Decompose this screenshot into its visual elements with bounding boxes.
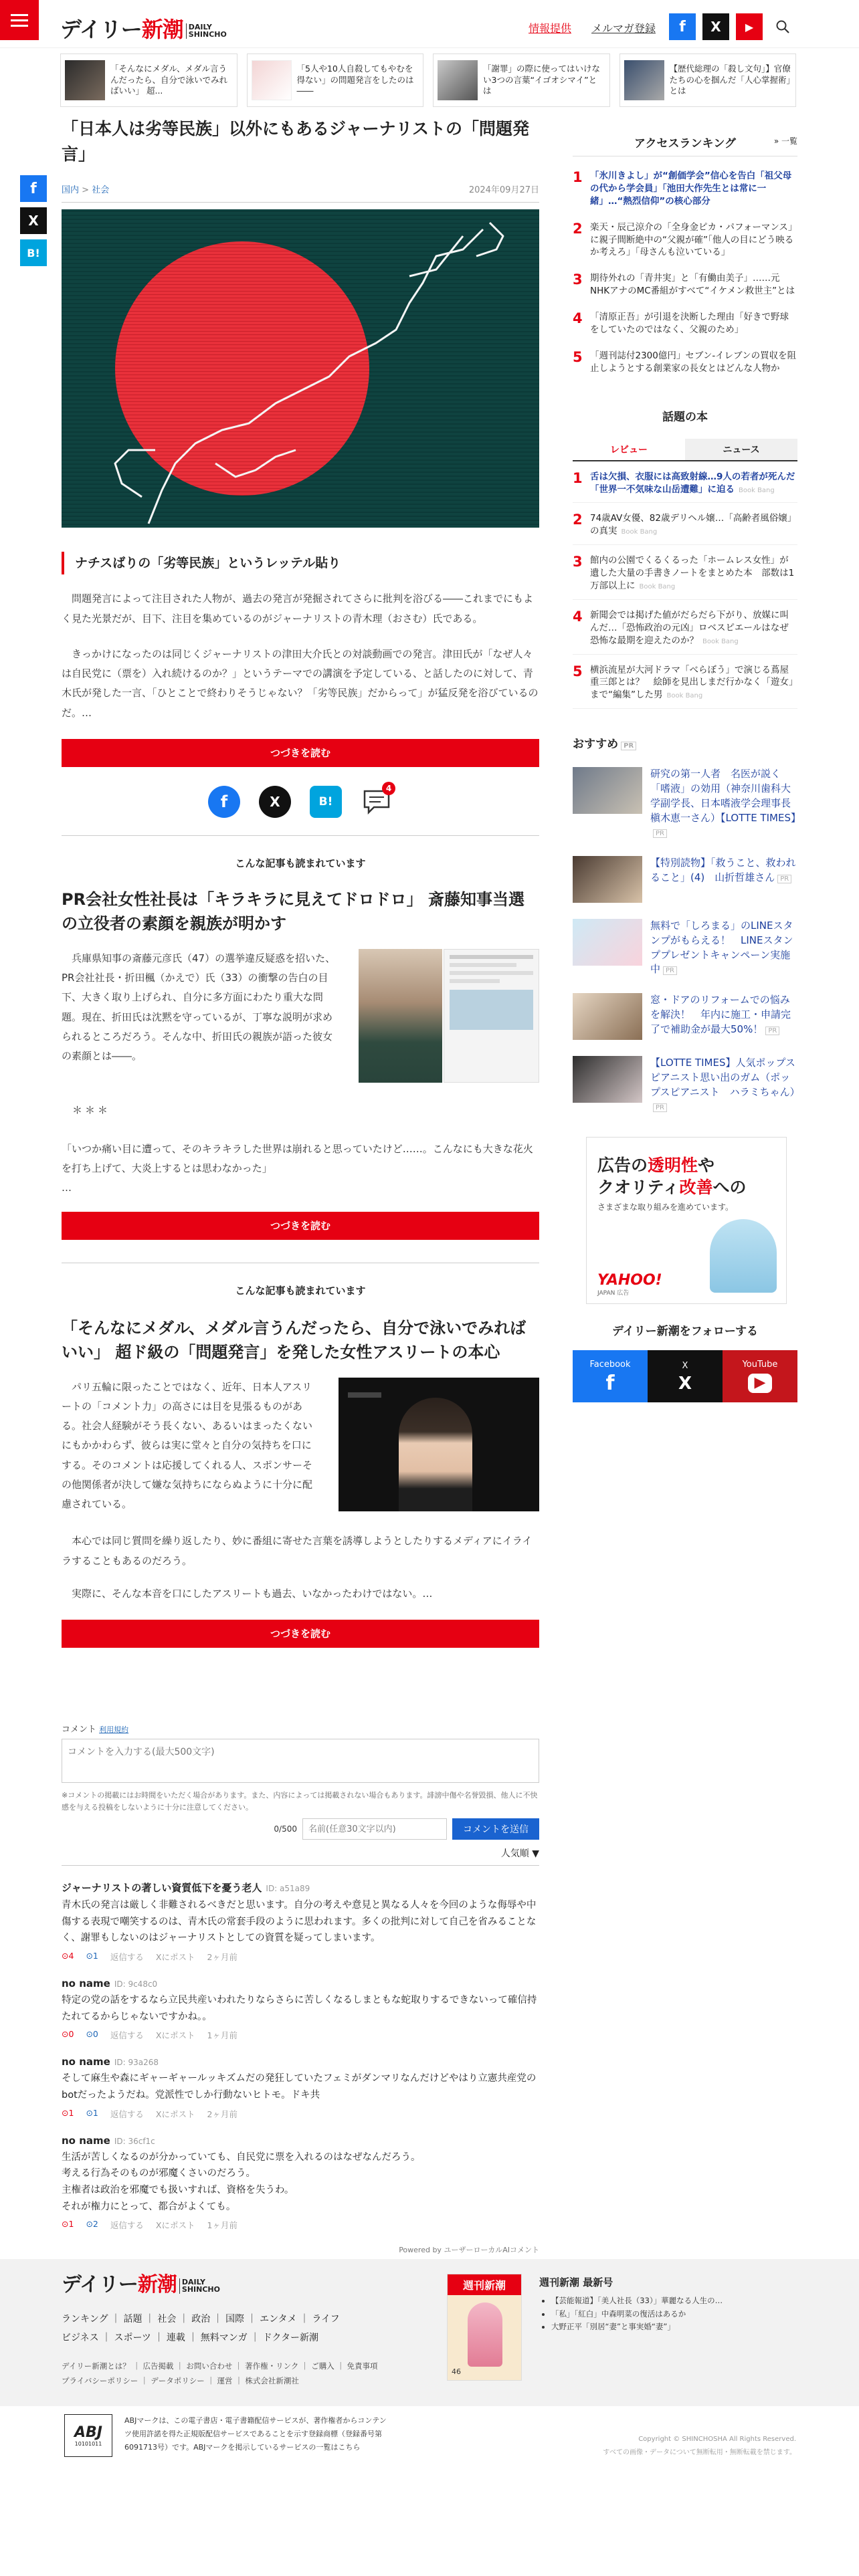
comment-author-id: ID: 9c48c0 xyxy=(114,1979,158,1990)
comment-meta xyxy=(62,2219,539,2231)
pickup-strip xyxy=(60,53,796,107)
footer-logo[interactable] xyxy=(62,2275,220,2295)
ad-text: や xyxy=(698,1156,715,1176)
article-paragraph: きっかけになったのは同じくジャーナリストの津田大介氏との対談動画での発言。津田氏が「なぜ人々は自民党に（票を）入れ続けるのか？」というテーマでの講演を予定している、と話したのに対して、青木氏が発した一言、「ひとことで終わりそうじゃない？「劣等民族」だからって」が猛反発を浴びているのだ。… xyxy=(62,647,539,719)
osusume-thumbnail xyxy=(573,1056,642,1103)
osusume-thumbnail xyxy=(573,767,642,814)
comment-item xyxy=(62,1881,539,1963)
breadcrumb xyxy=(62,183,539,203)
book-text xyxy=(590,609,797,647)
recommended-title[interactable]: PR会社女性社長は「キラキラに見えてドロドロ」 斎藤知事当選の立役者の素顔を親族が明かす xyxy=(62,889,524,933)
book-item[interactable] xyxy=(573,609,797,655)
sort-select[interactable]: 人気順 ▼ xyxy=(500,1848,539,1860)
osusume-item[interactable] xyxy=(573,1056,800,1114)
ranking-item[interactable] xyxy=(573,350,797,375)
comment-text: 生活が苦しくなるのが分かっていても、自民党に票を入れるのはなぜなんだろう。 考える行為そのものが邪魔くさいのだろう。 主権者は政治を邪魔でも扱いすれば、資格を失うわ。 それが権力にとって、都合がよくても。 xyxy=(62,2151,421,2212)
comments-powered: Powered by ユーザーローカルAIコメント xyxy=(399,2246,539,2255)
latest-issue-heading: 週刊新潮 最新号 xyxy=(539,2276,613,2288)
ad-banner[interactable] xyxy=(586,1137,787,1304)
ranking-list xyxy=(573,170,797,375)
read-more-button[interactable]: つづきを読む xyxy=(62,1620,539,1648)
osusume-text xyxy=(650,919,797,977)
footer-bottom xyxy=(0,2406,859,2576)
article-date: 2024年09月27日 xyxy=(468,185,539,195)
copyright: Copyright © SHINCHOSHA All Rights Reserved. xyxy=(638,2436,796,2443)
follow-heading: デイリー新潮をフォローする xyxy=(611,1325,759,1339)
rank-title: 「清原正吾」が引退を決断した理由「好きで野球をしていたのではなく、父親のため」 xyxy=(590,312,789,336)
book-source: Book Bang xyxy=(621,528,658,536)
pickup-item[interactable] xyxy=(60,53,237,107)
pickup-thumbnail xyxy=(252,60,292,100)
site-header xyxy=(0,0,859,48)
comment-author-name: no name xyxy=(62,2134,110,2147)
ranking-heading: アクセスランキング » 一覧 xyxy=(573,134,797,156)
section-stars: ＊＊＊ xyxy=(72,1103,111,1116)
newsletter-link[interactable]: メルマガ登録 xyxy=(591,22,656,35)
recommended-paragraph: 実際に、そんな本音を口にしたアスリートも過去、いなかったわけではない。… xyxy=(72,1587,433,1600)
comment-time: 1ヶ月前 xyxy=(207,2030,237,2041)
osusume-title: 研究の第一人者 名医が説く「嗜液」の効用（神奈川歯科大学副学長、日本嗜液学会理事長 槇木恵一さん）【LOTTE TIMES】 xyxy=(650,768,801,824)
footer-links[interactable]: プライバシーポリシー ｜ データポリシー ｜ 運営 ｜ 株式会社新潮社 xyxy=(62,2375,299,2385)
logo-en-1: DAILY xyxy=(181,2277,205,2286)
osusume-heading: おすすめ PR xyxy=(573,734,797,751)
reply-link[interactable]: 返信する xyxy=(110,1952,144,1963)
article-title: 「日本人は劣等民族」以外にもあるジャーナリストの「問題発言」 xyxy=(62,119,530,164)
comment-text: そして麻生や森にギャーギャールッキズムだの発狂していたフェミがダンマリなんだけどやはり立憲共産党のbotだったようだね。党派性でしか行動ないヒトモ。ドキ共 xyxy=(62,2073,537,2101)
breadcrumb-link[interactable]: 社会 xyxy=(92,185,110,195)
pickup-item[interactable] xyxy=(247,53,424,107)
dislike-button[interactable]: ⊙1 xyxy=(86,1951,98,1961)
ad-brand: YAHOO! xyxy=(597,1272,662,1289)
book-title: 舌は欠損、衣服には高致射線…9人の若者が死んだ「世界一不気味な山岳遭難」に迫る xyxy=(590,471,795,495)
ad-text: 透明性 xyxy=(648,1156,698,1176)
pickup-text: 「謝罪」の際に使ってはいけない3つの言葉“イゴオシマイ”とは xyxy=(483,63,601,96)
sidebar xyxy=(573,112,801,1402)
logo-text: デイリー xyxy=(60,17,142,42)
comment-counter: 0/500 xyxy=(274,1824,297,1834)
recommended-body: パリ五輪に限ったことではなく、近年、日本人アスリートの「コメント力」の高さには目を見張るものがある。社会人経験がそう長くない、あるいはまったくないにもかかわらず、彼らは実に堂々と自分の気持ちを口にする。そのコメントは応援してくれる人、スポンサーその他関係者が決して嫌な気持ちにならぬように十分に配慮されている。 xyxy=(62,1380,313,1511)
logo-en-1: DAILY xyxy=(188,22,212,31)
rank-number: 1 xyxy=(573,169,583,185)
x-icon[interactable]: X xyxy=(702,13,729,40)
follow-buttons xyxy=(573,1350,797,1402)
ranking-item[interactable] xyxy=(573,272,797,298)
pickup-thumbnail xyxy=(65,60,105,100)
osusume-item[interactable] xyxy=(573,919,797,977)
pr-badge: PR xyxy=(653,1103,667,1112)
osusume-list xyxy=(573,767,801,1114)
rank-number: 5 xyxy=(573,348,583,365)
book-item[interactable] xyxy=(573,554,797,600)
ad-text: 改善 xyxy=(679,1177,713,1197)
facebook-icon[interactable]: f xyxy=(669,13,696,40)
recommended-quote: 「いつか痛い目に遭って、そのキラキラした世界は崩れると思っていたけど……。こんなにも大きな花火を打ち上げて、大炎上するとは思わなかった」 xyxy=(62,1142,533,1175)
comment-item xyxy=(62,1977,539,2041)
comment-text: 青木氏の発言は厳しく非難されるべきだと思います。自分の考えや意見と異なる人々を今回のような侮辱や中傷する表現で嘲笑するのは、青木氏の常套手段のように思われます。多くの批判に対して自己を省みることなく、謝罪もしないのはジャーナリストとしての資質を疑ってしまいます。 xyxy=(62,1900,537,1944)
recommended-heading: こんな記事も読まれています xyxy=(235,1284,366,1297)
comment-author xyxy=(62,1881,539,1895)
hamburger-icon xyxy=(11,25,28,27)
share-hatena-icon[interactable]: B! xyxy=(20,239,47,266)
book-item[interactable] xyxy=(573,471,797,504)
dislike-count: 1 xyxy=(92,2107,98,2118)
osusume-title: 【LOTTE TIMES】人気ポップスピアニスト思い出のガム（ポップスピアニスト ハラミちゃん） xyxy=(650,1057,800,1098)
comment-meta xyxy=(62,2108,539,2120)
osusume-text xyxy=(650,856,797,903)
latest-issue-item[interactable]: • 大野正平「別居“妻”と事実婚“妻”」 xyxy=(551,2321,800,2334)
comment-item xyxy=(62,2135,539,2232)
youtube-icon: ▶ xyxy=(748,1374,773,1393)
dislike-button[interactable]: ⊙1 xyxy=(86,2107,98,2118)
facebook-icon: f xyxy=(605,1371,615,1395)
recommended-heading: こんな記事も読まれています xyxy=(235,857,366,869)
osusume-text xyxy=(650,993,797,1040)
books-list xyxy=(573,471,797,710)
osusume-text xyxy=(650,767,801,840)
comment-submit-button[interactable]: コメントを送信 xyxy=(452,1818,539,1840)
hamburger-icon xyxy=(11,19,28,21)
book-rank: 1 xyxy=(573,469,583,486)
like-button[interactable]: ⊙4 xyxy=(62,1951,74,1961)
comment-count-badge: 4 xyxy=(382,782,395,795)
comment-item xyxy=(62,2056,539,2119)
ranking-item[interactable] xyxy=(573,170,797,208)
reply-link[interactable]: 返信する xyxy=(110,2109,144,2119)
ad-illustration xyxy=(710,1219,777,1293)
pickup-text: 「5人や10人自殺してもやむを得ない」の問題発言をしたのは―― xyxy=(296,63,414,96)
comment-meta xyxy=(62,2029,539,2041)
comment-icon[interactable] xyxy=(361,783,393,818)
recommended-article xyxy=(62,836,539,1263)
pickup-thumbnail xyxy=(438,60,478,100)
article-subhead: ナチスばりの「劣等民族」というレッテル貼り xyxy=(62,552,356,574)
comment-meta xyxy=(62,1951,539,1963)
ad-text: さまざまな取り組みを進めています。 xyxy=(597,1202,734,1212)
pr-badge: PR xyxy=(653,829,667,838)
rank-number: 4 xyxy=(573,310,583,327)
like-button[interactable]: ⊙0 xyxy=(62,2029,74,2040)
tab-review[interactable]: レビュー xyxy=(573,439,685,461)
article xyxy=(62,112,539,1648)
osusume-item[interactable] xyxy=(573,993,797,1040)
like-count: 1 xyxy=(68,2107,74,2118)
book-title: 新聞会では掲げた値がだらだら下がり、放媒に叫んだ…「恐怖政治の元凶」ロベスピエールはなぜ恐怖な最期を迎えたのか？ xyxy=(590,609,789,646)
ad-text: 広告の xyxy=(597,1156,648,1176)
comment-time: 2ヶ月前 xyxy=(207,1952,237,1963)
post-to-x-link[interactable]: Xにポスト xyxy=(155,1952,195,1963)
rules-link[interactable]: 利用規約 xyxy=(99,1725,129,1734)
rank-number: 2 xyxy=(573,220,583,237)
book-item[interactable] xyxy=(573,664,797,710)
like-count: 1 xyxy=(68,2219,74,2230)
copyright-note: すべての画像・データについて無断転用・無断転載を禁じます。 xyxy=(603,2449,796,2456)
book-title: 横浜流星が大河ドラマ「べらぼう」で演じる蔦屋重三郎とは？ 絵師を見出しまだ行かなく「遊女」まで“編集”した男 xyxy=(590,664,793,701)
ad-text: クオリティ xyxy=(597,1177,680,1197)
post-to-x-link[interactable]: Xにポスト xyxy=(155,2030,195,2041)
rank-title: 「週刊誌付2300億円」セブン-イレブンの買収を阻止しようとする創業家の長女とはどんな人物か xyxy=(590,350,797,374)
dislike-button[interactable]: ⊙0 xyxy=(86,2029,98,2040)
book-source: Book Bang xyxy=(666,692,703,700)
share-x-icon[interactable]: X xyxy=(259,786,291,818)
magazine-cover[interactable] xyxy=(447,2274,522,2381)
x-icon: X xyxy=(678,1373,692,1394)
comment-author xyxy=(62,2135,539,2147)
reply-link[interactable]: 返信する xyxy=(110,2220,144,2231)
like-button[interactable]: ⊙1 xyxy=(62,2219,74,2230)
dislike-button[interactable]: ⊙2 xyxy=(86,2219,98,2230)
osusume-title: 窓・ドアのリフォームでの悩みを解決！ 年内に施工・申請完了で補助金が最大50%！ xyxy=(650,994,791,1035)
pr-badge: PR xyxy=(777,875,791,883)
article-paragraph: 問題発言によって注目された人物が、過去の発言が発掘されてさらに批判を浴びる――これまでにもよく見た光景だが、目下、注目を集めているのがジャーナリストの青木理（おさむ）氏である。 xyxy=(62,593,534,625)
book-rank: 4 xyxy=(573,608,583,625)
comment-textarea[interactable] xyxy=(62,1739,539,1783)
hamburger-icon xyxy=(11,14,28,16)
comments-label: コメント xyxy=(62,1725,97,1735)
site-logo[interactable] xyxy=(60,12,227,40)
info-link[interactable]: 情報提供 xyxy=(529,22,572,35)
ad-text: への xyxy=(712,1177,747,1197)
search-icon[interactable] xyxy=(769,13,796,40)
osusume-thumbnail xyxy=(573,993,642,1040)
comment-author xyxy=(62,1977,539,1990)
book-text xyxy=(590,512,797,538)
ad-brand-sub: JAPAN 広告 xyxy=(597,1290,630,1297)
share-hatena-icon[interactable]: B! xyxy=(310,786,342,818)
like-count: 4 xyxy=(68,1951,74,1961)
book-text xyxy=(590,664,797,702)
recommended-body: 兵庫県知事の斎藤元彦氏（47）の選挙違反疑惑を招いた、PR会社社長・折田楓（かえで）氏（33）の衝撃の告白の目下、大きく取り上げられ、自分に多方面にわたり重大な問題。現在、折田氏は沈黙を守っているが、丁寧な説明が求められるところだろう。そんな中、折田氏の親族が語った彼女の素顔とは――。 xyxy=(62,952,336,1063)
pr-badge: PR xyxy=(621,742,636,750)
reply-link[interactable]: 返信する xyxy=(110,2030,144,2041)
books-tabs xyxy=(573,439,797,461)
logo-en-2: SHINCHO xyxy=(188,30,227,39)
ranking-item[interactable] xyxy=(573,221,797,259)
footer-nav[interactable]: ランキング ｜ 話題 ｜ 社会 ｜ 政治 ｜ 国際 ｜ エンタメ ｜ ライフ xyxy=(62,2314,340,2325)
ranking-more-link[interactable]: » 一覧 xyxy=(773,136,797,146)
book-rank: 5 xyxy=(573,663,583,679)
book-rank: 2 xyxy=(573,512,583,528)
logo-en-2: SHINCHO xyxy=(181,2285,220,2294)
dislike-count: 2 xyxy=(92,2219,98,2230)
comments-section xyxy=(62,1722,539,2255)
magazine-title: 週刊新潮 xyxy=(448,2274,521,2295)
rank-number: 3 xyxy=(573,272,583,288)
osusume-item[interactable] xyxy=(573,856,797,903)
pr-badge: PR xyxy=(663,966,677,975)
footer-nav[interactable]: ビジネス ｜ スポーツ ｜ 連載 ｜ 無料マンガ ｜ ドクター新潮 xyxy=(62,2333,319,2343)
pr-badge: PR xyxy=(765,1027,779,1035)
abj-text: ABJマークは、この電子書店・電子書籍配信サービスが、著作権者からコンテンツ使用許諾を得た正規版配信サービスであることを示す登録商標（登録番号第6091713号）です。ABJマークを掲示しているサービスの一覧はこちら xyxy=(124,2416,387,2452)
latest-issue-item[interactable]: • 【芸能報道】「美人社長（33）」華麗なる人生の… xyxy=(551,2294,800,2308)
comment-author-id: ID: 93a268 xyxy=(114,2058,159,2068)
logo-text-red: 新潮 xyxy=(137,2273,177,2296)
post-to-x-link[interactable]: Xにポスト xyxy=(155,2220,195,2231)
book-text xyxy=(590,554,797,593)
recommended-ellipsis: … xyxy=(62,1182,72,1194)
recommended-image xyxy=(359,949,539,1083)
book-rank: 3 xyxy=(573,554,583,570)
book-source: Book Bang xyxy=(739,486,775,494)
recommended-paragraph: 本心では同じ質問を繰り返したり、妙に番組に寄せた言葉を誘導しようとしたりするメディアにイライラすることもあるのだろう。 xyxy=(62,1535,533,1567)
osusume-text xyxy=(650,1056,800,1114)
pickup-text: 「そんなにメダル、メダル言うんだったら、自分で泳いでみればいい」 超... xyxy=(110,63,228,96)
rank-title: 楽天・辰己涼介の「全身金ピカ・パフォーマンス」に親子間断絶中の“父親が確”「他人の目にどう映るか考えろ」「母さんも泣いている」 xyxy=(590,221,797,258)
share-x-icon[interactable]: X xyxy=(20,207,47,234)
read-more-button[interactable]: つづきを読む xyxy=(62,739,539,767)
follow-youtube-button[interactable]: YouTube ▶ xyxy=(723,1350,797,1402)
pickup-thumbnail xyxy=(624,60,664,100)
osusume-title: 無料で「しろまる」のLINEスタンプがもらえる！ LINEスタンププレゼントキャンペーン実施中 xyxy=(650,920,793,976)
share-row xyxy=(62,783,539,818)
like-count: 0 xyxy=(68,2029,74,2040)
footer xyxy=(0,2259,859,2406)
footer-links[interactable]: デイリー新潮とは？ ｜ 広告掲載 ｜ お問い合わせ ｜ 著作権・リンク ｜ ご購入 ｜ 免責事項 xyxy=(62,2361,378,2371)
menu-button[interactable] xyxy=(0,0,39,40)
latest-issue-item[interactable]: • 「私」「紅白」中森明菜の復活はあるか xyxy=(551,2308,800,2321)
book-text xyxy=(590,471,797,496)
osusume-title: 【特別読物】「救うこと、救われること」(4) 山折哲雄さん xyxy=(650,857,796,883)
book-title: 館内の公園でくるくるった「ホームレス女性」が遺した大量の手書きノートをまとめた本 部数は1万部以上に xyxy=(590,555,795,592)
comment-author-name: ジャーナリストの著しい資質低下を憂う老人 xyxy=(62,1882,262,1895)
magazine-issue: 46 xyxy=(452,2367,461,2376)
comment-author-id: ID: a51a89 xyxy=(266,1884,310,1894)
dislike-count: 0 xyxy=(92,2029,98,2040)
comment-author-name: no name xyxy=(62,1977,110,1990)
hero-image xyxy=(62,209,539,528)
logo-text-red: 新潮 xyxy=(141,17,183,42)
logo-text: デイリー xyxy=(62,2273,138,2296)
follow-x-button[interactable]: X X xyxy=(648,1350,723,1402)
recommended-image xyxy=(339,1378,539,1511)
abj-mark: ABJ 10101011 xyxy=(64,2414,112,2457)
rank-title: 期待外れの「青井実」と「有働由美子」……元NHKアナのMC番組がすべて“イケメン救世主”とは xyxy=(590,273,795,297)
book-item[interactable] xyxy=(573,512,797,545)
dislike-count: 1 xyxy=(92,1951,98,1961)
osusume-item[interactable] xyxy=(573,767,801,840)
book-title: 74歳AV女優、82歳デリヘル嬢…「高齢者風俗嬢」の真実 xyxy=(590,513,797,537)
pickup-text: 【歴代総理の「殺し文句」】官僚たちの心を掴んだ「人心掌握術」とは xyxy=(669,63,791,96)
comment-name-input[interactable] xyxy=(302,1818,447,1840)
recommended-title[interactable]: 「そんなにメダル、メダル言うんだったら、自分で泳いでみればいい」 超ド級の「問題発言」を発した女性アスリートの本心 xyxy=(62,1318,527,1362)
osusume-thumbnail xyxy=(573,856,642,903)
rank-title: 「氷川きよし」が“創価学会”信心を告白「祖父母の代から学会員」「池田大作先生とは常に一緒」…“熱烈信仰”の核心部分 xyxy=(590,171,792,207)
comment-author-id: ID: 36cf1c xyxy=(114,2136,155,2146)
comment-notice: ※コメントの掲載にはお時間をいただく場合があります。また、内容によっては掲載されない場合もあります。誹謗中傷や名誉毀損、他人に不快感を与える投稿をしないように十分に注意してください。 xyxy=(62,1791,538,1812)
follow-facebook-button[interactable]: Facebook f xyxy=(573,1350,648,1402)
breadcrumb-sep: > xyxy=(82,185,90,195)
ranking-item[interactable] xyxy=(573,311,797,336)
pickup-item[interactable] xyxy=(619,53,797,107)
youtube-icon[interactable]: ▶ xyxy=(736,13,763,40)
comment-text: 特定の党の話をするなら立民共産いわれたりならさらに苦しくなるしまともな蛇取りするできないって確信持たれてるからじゃないですかね。。 xyxy=(62,1995,537,2022)
book-source: Book Bang xyxy=(639,583,676,591)
recommended-article xyxy=(62,1263,539,1648)
pickup-item[interactable] xyxy=(433,53,610,107)
tab-news[interactable]: ニュース xyxy=(685,439,797,461)
book-source: Book Bang xyxy=(702,637,739,645)
like-button[interactable]: ⊙1 xyxy=(62,2107,74,2118)
share-facebook-icon[interactable]: f xyxy=(20,175,47,202)
comment-time: 2ヶ月前 xyxy=(207,2109,237,2119)
post-to-x-link[interactable]: Xにポスト xyxy=(155,2109,195,2119)
read-more-button[interactable]: つづきを読む xyxy=(62,1212,539,1240)
comment-author xyxy=(62,2056,539,2068)
breadcrumb-link[interactable]: 国内 xyxy=(62,185,80,195)
osusume-thumbnail xyxy=(573,919,642,966)
share-facebook-icon[interactable]: f xyxy=(208,786,240,818)
books-heading: 話題の本 xyxy=(662,410,708,424)
comment-author-name: no name xyxy=(62,2056,110,2068)
comment-time: 1ヶ月前 xyxy=(207,2220,237,2231)
